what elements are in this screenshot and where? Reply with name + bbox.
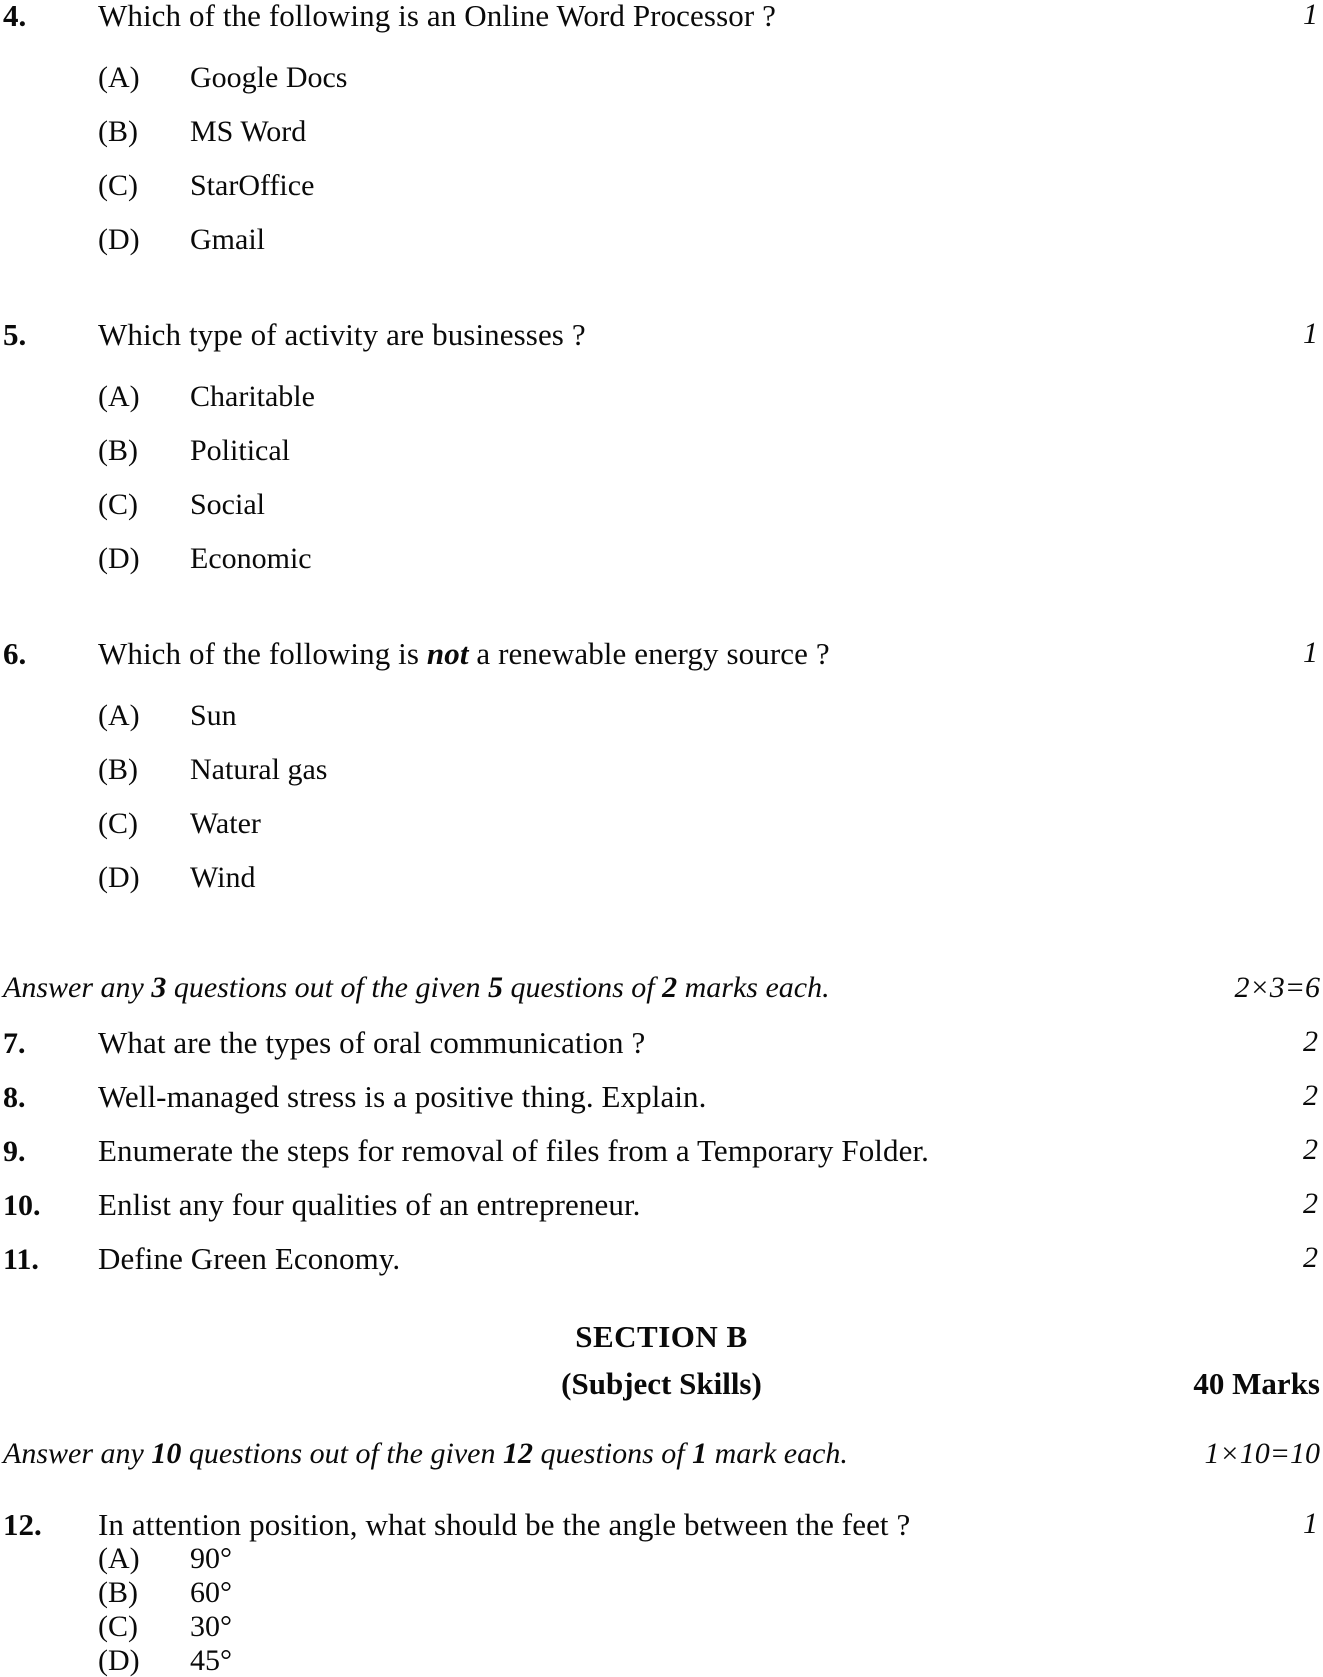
question-text-6-emphasis: not [427,636,469,671]
question-number-8: 8. [0,1083,98,1113]
option-text: Economic [98,544,1323,574]
option-label: (C) [0,171,98,201]
spacer [0,1399,1323,1439]
instruction-1-mark [0,1439,1323,1469]
option-text: 30° [98,1612,1323,1642]
question-row-12 [0,1509,1323,1540]
question-number-12: 12. [0,1509,98,1540]
option-text: Social [98,490,1323,520]
option-label: (C) [0,809,98,839]
option-row [0,701,1323,731]
option-row [0,1612,1323,1642]
option-text: Gmail [98,225,1323,255]
option-row [0,1544,1323,1574]
instruction-total-marks: 2×3=6 [1235,973,1323,1003]
instruction-2-marks [0,973,1323,1003]
instruction-bold-2: 5 [488,971,503,1004]
instruction-part-3: questions of [503,971,662,1004]
spacer [0,917,1323,973]
section-b-marks: 40 Marks [1193,1368,1323,1399]
instruction-bold-1: 3 [151,971,166,1004]
question-text-8: Well-managed stress is a positive thing. Explain. [98,1081,1323,1112]
spacer [0,1297,1323,1321]
question-marks-12: 1 [1208,1509,1323,1539]
section-b-subtitle-row [0,1368,1323,1399]
option-row [0,63,1323,93]
option-label: (B) [0,755,98,785]
option-text: 45° [98,1646,1323,1676]
question-text-10: Enlist any four qualities of an entrepreneur. [98,1189,1323,1220]
option-label: (C) [0,1612,98,1642]
option-row [0,1646,1323,1676]
question-text-9: Enumerate the steps for removal of files from a Temporary Folder. [98,1135,1323,1166]
option-row [0,436,1323,466]
option-label: (A) [0,382,98,412]
option-label: (D) [0,544,98,574]
question-number-5: 5. [0,319,98,350]
short-question-list [0,1027,1323,1275]
question-row-5 [0,319,1323,350]
option-row [0,382,1323,412]
instruction1-bold-3: 1 [692,1437,707,1470]
instruction1-bold-2: 12 [503,1437,533,1470]
question-number-6: 6. [0,638,98,669]
question-text-6-part2: a renewable energy source ? [469,636,830,671]
option-row [0,544,1323,574]
question-text-6-part1: Which of the following is [98,636,427,671]
option-label: (B) [0,436,98,466]
question-row-4 [0,0,1323,31]
option-label: (D) [0,863,98,893]
option-text: 90° [98,1544,1323,1574]
option-text: Natural gas [98,755,1323,785]
question-number-10: 10. [0,1191,98,1221]
short-question-row [0,1081,1323,1113]
option-label: (D) [0,225,98,255]
option-label: (A) [0,701,98,731]
option-row [0,863,1323,893]
spacer [0,1469,1323,1509]
short-question-row [0,1135,1323,1167]
question-marks-9: 2 [1208,1135,1323,1165]
instruction1-bold-1: 10 [151,1437,181,1470]
question-text-11: Define Green Economy. [98,1243,1323,1274]
question-block-12 [0,1509,1323,1676]
section-b-title: SECTION B [0,1321,1323,1352]
instruction-part-2: questions out of the given [166,971,488,1004]
option-text: Google Docs [98,63,1323,93]
instruction-part-1: Answer any [3,971,151,1004]
option-text: Water [98,809,1323,839]
question-marks-7: 2 [1208,1027,1323,1057]
question-number-7: 7. [0,1029,98,1059]
option-label: (A) [0,63,98,93]
option-label: (B) [0,1578,98,1608]
option-row [0,117,1323,147]
question-text-5: Which type of activity are businesses ? [98,319,1323,350]
option-text: StarOffice [98,171,1323,201]
question-marks-4: 1 [1208,0,1323,30]
option-text: Wind [98,863,1323,893]
instruction1-part-2: questions out of the given [181,1437,503,1470]
option-label: (A) [0,1544,98,1574]
question-number-11: 11. [0,1245,98,1275]
question-text-7: What are the types of oral communication ? [98,1027,1323,1058]
option-row [0,225,1323,255]
instruction-part-4: marks each. [677,971,829,1004]
instruction1-part-4: mark each. [707,1437,848,1470]
option-text: MS Word [98,117,1323,147]
question-row-6 [0,638,1323,669]
option-text: 60° [98,1578,1323,1608]
option-label: (B) [0,117,98,147]
question-block-4 [0,0,1323,255]
question-block-5 [0,319,1323,574]
question-block-6 [0,638,1323,893]
question-text-12: In attention position, what should be the angle between the feet ? [98,1509,1323,1540]
question-number-4: 4. [0,0,98,31]
spacer [0,1003,1323,1027]
question-text-4: Which of the following is an Online Word Processor ? [98,0,1323,31]
instruction1-part-1: Answer any [3,1437,151,1470]
option-label: (C) [0,490,98,520]
option-row [0,1578,1323,1608]
option-row [0,171,1323,201]
option-text: Charitable [98,382,1323,412]
question-marks-11: 2 [1208,1243,1323,1273]
instruction1-total-marks: 1×10=10 [1205,1439,1323,1469]
section-b-subtitle: (Subject Skills) [561,1368,762,1399]
question-text-6 [98,638,1323,669]
option-row [0,809,1323,839]
question-number-9: 9. [0,1137,98,1167]
option-row [0,755,1323,785]
short-question-row [0,1027,1323,1059]
question-marks-8: 2 [1208,1081,1323,1111]
option-text: Sun [98,701,1323,731]
instruction1-part-3: questions of [533,1437,692,1470]
option-text: Political [98,436,1323,466]
instruction-bold-3: 2 [662,971,677,1004]
short-question-row [0,1243,1323,1275]
option-row [0,490,1323,520]
spacer [0,598,1323,638]
question-marks-5: 1 [1208,319,1323,349]
option-label: (D) [0,1646,98,1676]
question-marks-6: 1 [1208,638,1323,668]
spacer [0,279,1323,319]
short-question-row [0,1189,1323,1221]
question-marks-10: 2 [1208,1189,1323,1219]
